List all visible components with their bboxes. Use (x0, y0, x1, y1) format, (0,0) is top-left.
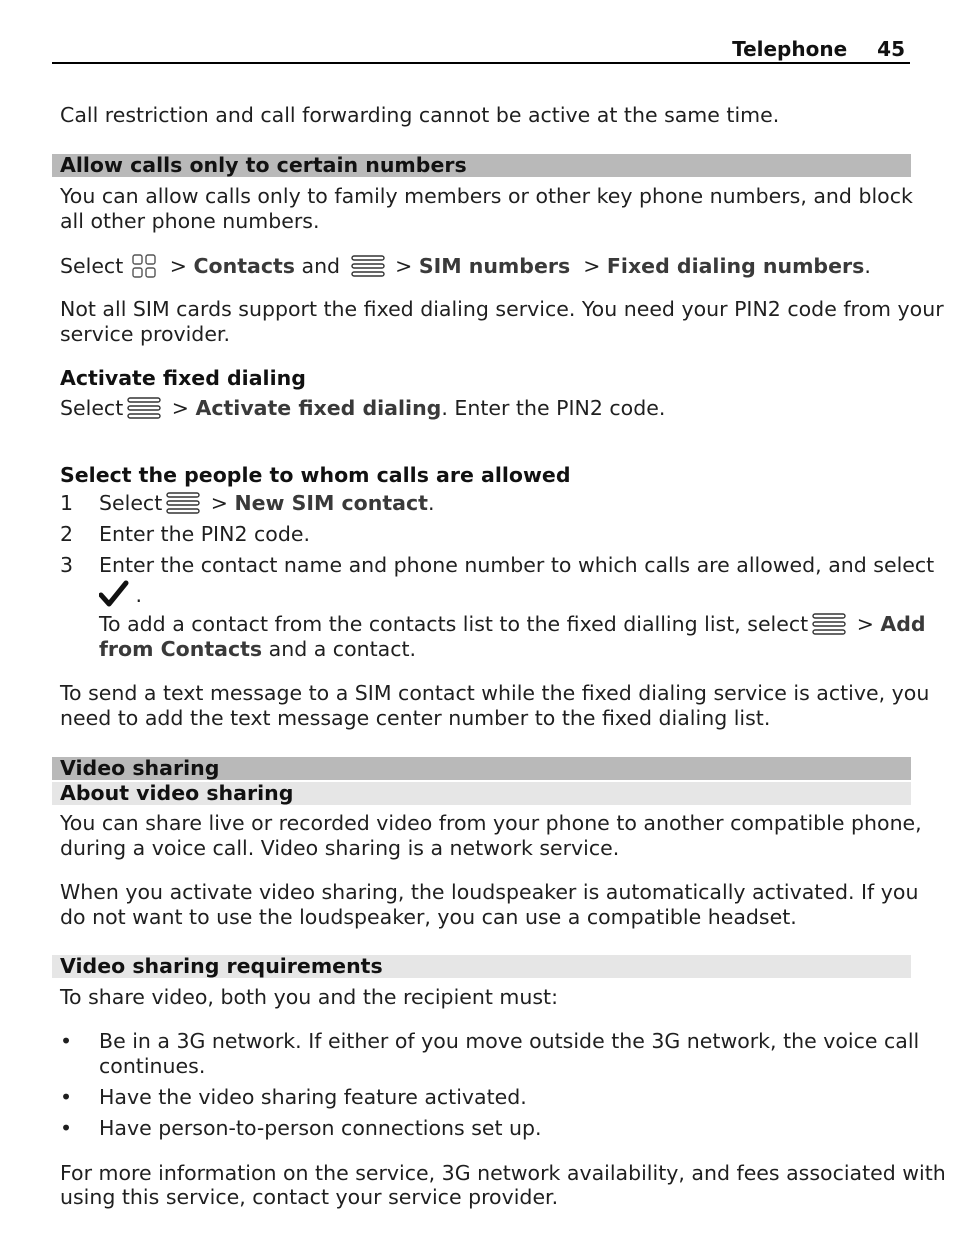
tip-from-contacts: from Contacts (99, 637, 263, 661)
tip-rest: and a contact. (262, 637, 417, 661)
allow-calls-p1-line1: You can allow calls only to family members or other key phone numbers, and block (60, 184, 913, 208)
checkmark-icon (99, 580, 129, 608)
bullet: • (60, 1085, 73, 1109)
section-heading-video-sharing: Video sharing (52, 757, 911, 780)
page-number: 45 (877, 37, 905, 61)
step-check-line (99, 580, 142, 608)
step-period: . (129, 583, 143, 607)
navigation-path (60, 253, 910, 279)
section-title: Telephone (732, 37, 848, 61)
tip-add: Add (880, 612, 926, 636)
step-separator: > (204, 491, 235, 515)
step-text: Enter the contact name and phone number to which calls are allowed, and select (99, 553, 935, 577)
allow-calls-p1-line2: all other phone numbers. (60, 209, 320, 233)
people-heading: Select the people to whom calls are allowed (60, 463, 571, 487)
step-number: 3 (60, 553, 74, 577)
requirements-intro: To share video, both you and the recipient must: (60, 985, 559, 1009)
nav-select-text: Select (60, 254, 124, 278)
menu-icon (812, 612, 846, 636)
list-item-text: Have person-to-person connections set up. (99, 1116, 542, 1140)
activate-action: Activate fixed dialing (195, 396, 442, 420)
tip-line1 (99, 612, 926, 637)
video-p2-line2: do not want to use the loudspeaker, you can use a compatible headset. (60, 905, 797, 929)
nav-sim-numbers: SIM numbers (418, 254, 571, 278)
list-item-text: continues. (99, 1054, 206, 1078)
step-number: 1 (60, 491, 74, 515)
video-p1-line1: You can share live or recorded video from your phone to another compatible phone, (60, 811, 922, 835)
nav-contacts: Contacts (193, 254, 295, 278)
menu-icon (166, 491, 200, 515)
nav-fixed-dialing-numbers: Fixed dialing numbers (606, 254, 865, 278)
apps-grid-icon (131, 253, 157, 279)
tip-separator: > (850, 612, 881, 636)
allow-calls-p2-line2: service provider. (60, 322, 230, 346)
list-item-text: Be in a 3G network. If either of you move outside the 3G network, the voice call (99, 1029, 920, 1053)
people-p3-line1: To send a text message to a SIM contact while the fixed dialing service is active, you (60, 681, 930, 705)
video-p2-line1: When you activate video sharing, the loudspeaker is automatically activated. If you (60, 880, 919, 904)
activate-heading: Activate fixed dialing (60, 366, 306, 390)
allow-calls-p2-line1: Not all SIM cards support the fixed dialing service. You need your PIN2 code from your (60, 297, 944, 321)
video-p3-line1: For more information on the service, 3G network availability, and fees associated with (60, 1161, 946, 1185)
video-p3-line2: using this service, contact your service provider. (60, 1185, 559, 1209)
step-number: 2 (60, 522, 74, 546)
activate-rest: . Enter the PIN2 code. (441, 396, 666, 420)
bullet: • (60, 1029, 73, 1053)
tip-text: To add a contact from the contacts list to the fixed dialling list, select (99, 612, 809, 636)
menu-icon (351, 254, 385, 278)
nav-separator: > (570, 254, 607, 278)
step-text: Enter the PIN2 code. (99, 522, 310, 546)
list-item-text: Have the video sharing feature activated. (99, 1085, 527, 1109)
activate-instruction (60, 396, 910, 421)
nav-separator: > (163, 254, 194, 278)
tip-line2 (99, 637, 416, 662)
activate-select-text: Select (60, 396, 124, 420)
bullet: • (60, 1116, 73, 1140)
step-action: New SIM contact (234, 491, 428, 515)
menu-icon (127, 396, 161, 420)
video-p1-line2: during a voice call. Video sharing is a network service. (60, 836, 620, 860)
nav-and-text: and (294, 254, 347, 278)
subheading-about-video-sharing: About video sharing (52, 782, 911, 805)
people-p3-line2: need to add the text message center number to the fixed dialing list. (60, 706, 771, 730)
step-text (99, 491, 434, 516)
nav-period: . (864, 254, 871, 278)
section-heading-allow-calls: Allow calls only to certain numbers (52, 154, 911, 177)
intro-text: Call restriction and call forwarding cannot be active at the same time. (60, 103, 780, 127)
page-header (52, 36, 910, 64)
step-select-text: Select (99, 491, 163, 515)
nav-separator: > (388, 254, 419, 278)
activate-separator: > (165, 396, 196, 420)
step-rest: . (427, 491, 435, 515)
subheading-video-requirements: Video sharing requirements (52, 955, 911, 978)
